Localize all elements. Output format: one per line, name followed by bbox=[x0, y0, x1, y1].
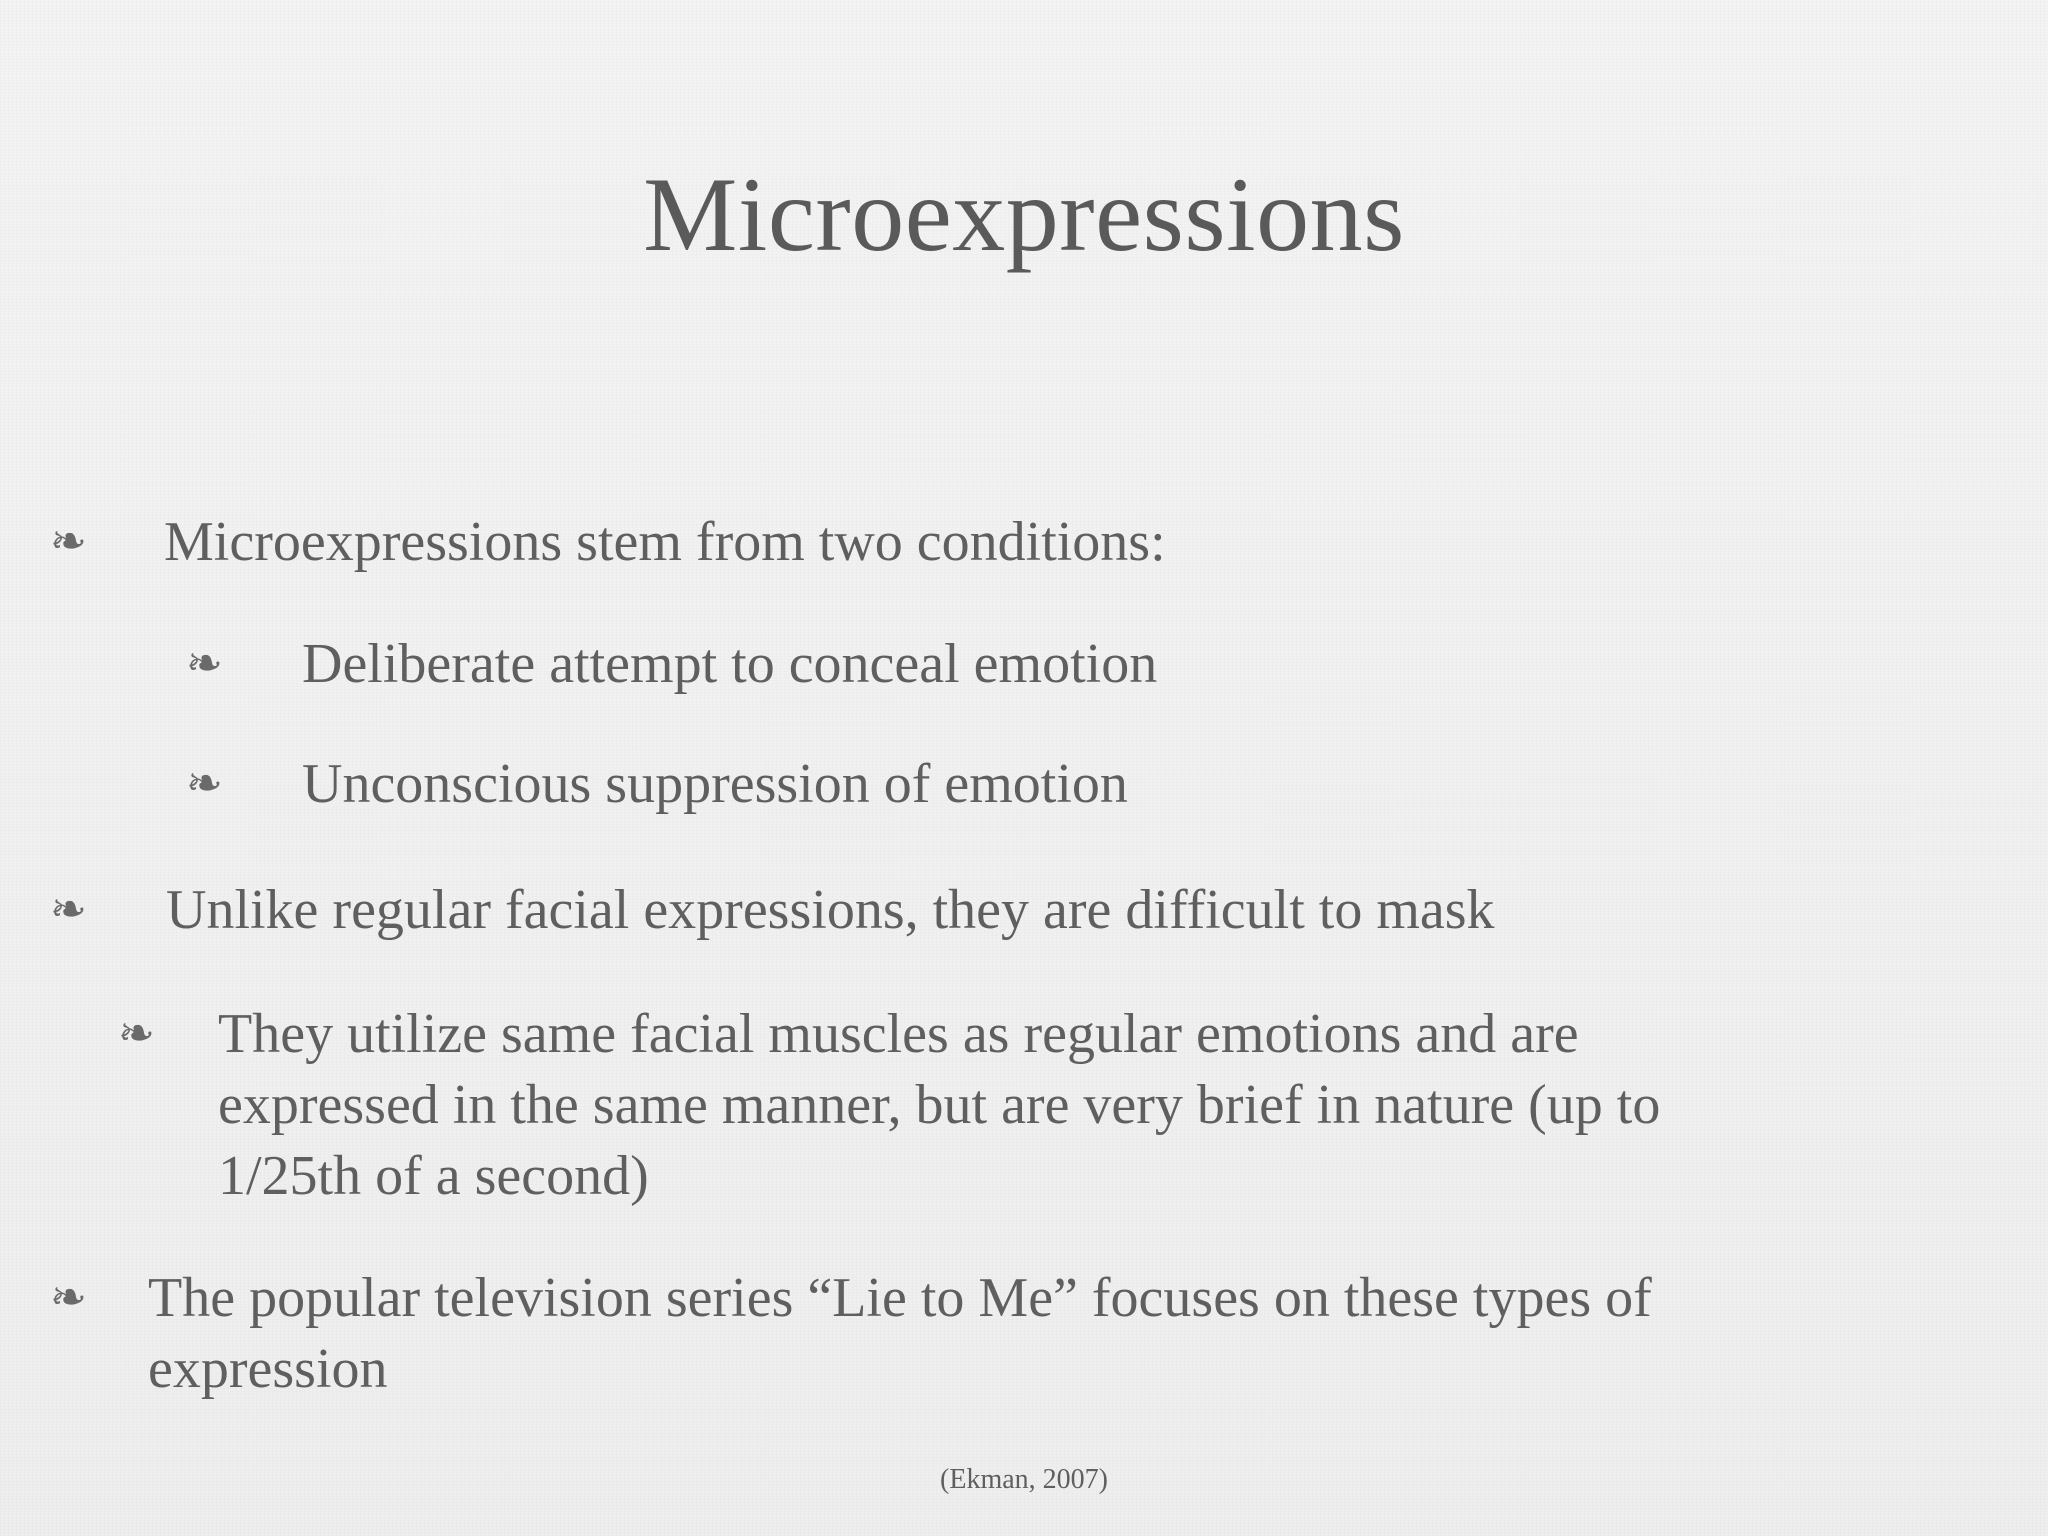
bullet-text: Microexpressions stem from two conditions: bbox=[164, 511, 1166, 573]
bullet-item bbox=[0, 506, 2048, 578]
bullet-text: Deliberate attempt to conceal emotion bbox=[302, 633, 1158, 695]
fleuron-bullet-icon: ❧ bbox=[50, 1273, 87, 1322]
sub-bullet-item bbox=[0, 998, 2048, 1214]
sub-bullet-item bbox=[0, 748, 2048, 820]
sub-bullet-item bbox=[0, 628, 2048, 700]
bullet-item bbox=[0, 874, 2048, 946]
bullet-text: Unlike regular facial expressions, they are difficult to mask bbox=[166, 879, 1495, 941]
slide-title: Microexpressions bbox=[643, 156, 1405, 273]
fleuron-bullet-icon: ❧ bbox=[50, 517, 87, 566]
fleuron-bullet-icon: ❧ bbox=[186, 759, 223, 808]
fleuron-bullet-icon: ❧ bbox=[50, 885, 87, 934]
fleuron-bullet-icon: ❧ bbox=[118, 1009, 155, 1058]
bullet-item bbox=[0, 1262, 2048, 1406]
bullet-text-line: They utilize same facial muscles as regular emotions and are bbox=[218, 1003, 1579, 1065]
bullet-text-line: 1/25th of a second) bbox=[218, 1145, 649, 1207]
bullet-text-line: expressed in the same manner, but are very brief in nature (up to bbox=[218, 1074, 1661, 1136]
bullet-text-line: expression bbox=[148, 1338, 388, 1400]
fleuron-bullet-icon: ❧ bbox=[186, 639, 223, 688]
bullet-text-line: The popular television series “Lie to Me” focuses on these types of bbox=[148, 1267, 1652, 1329]
citation: (Ekman, 2007) bbox=[940, 1464, 1108, 1495]
bullet-text: Unconscious suppression of emotion bbox=[302, 753, 1128, 815]
